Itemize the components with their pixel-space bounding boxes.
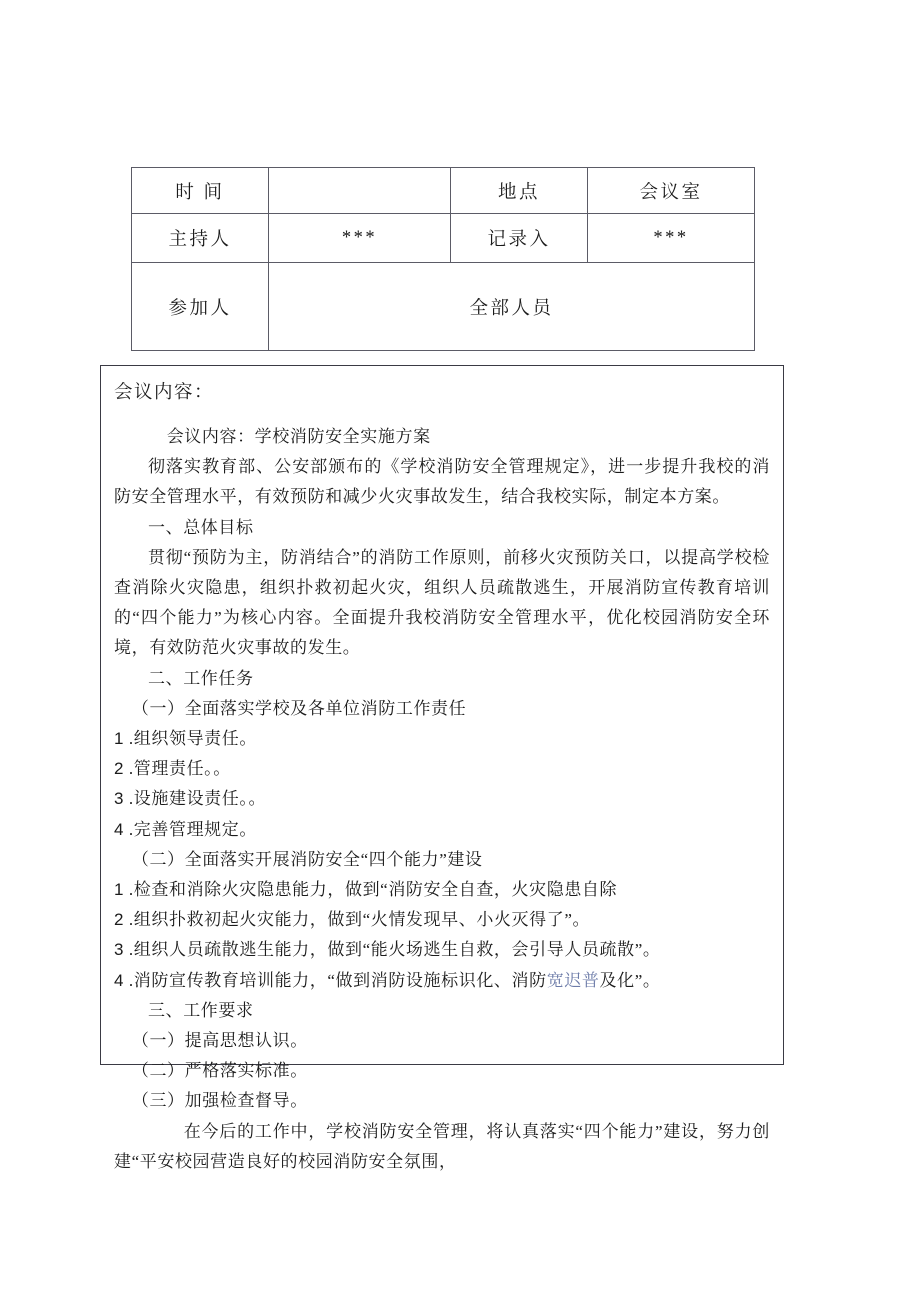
- list-item-number: 1: [114, 729, 125, 749]
- list-item-number: 3: [114, 940, 125, 960]
- list-item-text: .管理责任。。: [128, 759, 231, 779]
- list-item-text: .检查和消除火灾隐患能力，做到“消防安全自查，火灾隐患自除: [128, 880, 618, 900]
- subsection-1-heading: （一）全面落实学校及各单位消防工作责任: [131, 698, 467, 718]
- section-1-heading: 一、总体目标: [148, 517, 254, 537]
- cell-place-value[interactable]: 会议室: [588, 168, 755, 214]
- list-item: [114, 966, 770, 996]
- list-item: [114, 754, 770, 784]
- closing-paragraph: 在今后的工作中，学校消防安全管理，将认真落实“四个能力”建设，努力创建“平安校园营造良好的校园消防安全氛围，: [114, 1121, 770, 1171]
- section-3-item: （三）加强检查督导。: [131, 1091, 308, 1111]
- list-item-text: .组织扑救初起火灾能力，做到“火情发现早、小火灭得了”。: [128, 910, 591, 930]
- cell-time-label: 时 间: [132, 168, 269, 214]
- list-item-text-tail: 及化”。: [599, 970, 661, 990]
- list-item-number: 4: [114, 819, 125, 839]
- cell-recorder-label: 记录入: [451, 214, 588, 263]
- list-item-text: .组织领导责任。: [128, 729, 257, 749]
- table-row: [132, 214, 755, 263]
- list-item: [114, 935, 770, 965]
- content-box-title: 会议内容：: [114, 383, 215, 403]
- section-1-paragraph: 贯彻“预防为主，防消结合”的消防工作原则，前移火灾预防关口，以提高学校检查消除火灾隐患，组织扑救初起火灾，组织人员疏散逃生，开展消防宣传教育培训的“四个能力”为核心内容。全面提升我校消防安全管理水平，优化校园消防安全环境，有效防范火灾事故的发生。: [114, 547, 770, 658]
- list-item: [114, 784, 770, 814]
- table-row: [132, 263, 755, 351]
- cell-participants-value[interactable]: 全部人员: [269, 263, 755, 351]
- meeting-content-body: [114, 422, 770, 1177]
- section-3-item: （二）严格落实标准。: [131, 1061, 308, 1081]
- list-item: [114, 905, 770, 935]
- section-2-heading: 二、工作任务: [148, 668, 254, 688]
- section-3-heading: 三、工作要求: [148, 1000, 254, 1020]
- list-item: [114, 815, 770, 845]
- list-item-number: 2: [114, 910, 125, 930]
- highlighted-text: 宽迟普: [546, 970, 600, 990]
- cell-host-label: 主持人: [132, 214, 269, 263]
- list-item-text: .设施建设责任。。: [128, 789, 267, 809]
- list-item-number: 4: [114, 970, 125, 990]
- cell-time-value[interactable]: [269, 168, 451, 214]
- list-item: [114, 724, 770, 754]
- list-item-number: 3: [114, 789, 125, 809]
- list-item-number: 1: [114, 880, 125, 900]
- list-item-text: .完善管理规定。: [128, 819, 257, 839]
- list-item-text: .消防宣传教育培训能力，“做到消防设施标识化、消防: [128, 970, 547, 990]
- list-item-text: .组织人员疏散逃生能力，做到“能火场逃生自救，会引导人员疏散”。: [128, 940, 661, 960]
- cell-place-label: 地点: [451, 168, 588, 214]
- list-item: [114, 875, 770, 905]
- meeting-info-table: [131, 167, 755, 351]
- content-heading-line: 会议内容：学校消防安全实施方案: [166, 427, 431, 446]
- subsection-2-heading: （二）全面落实开展消防安全“四个能力”建设: [131, 849, 483, 869]
- table-row: [132, 168, 755, 214]
- cell-recorder-value[interactable]: ***: [588, 214, 755, 263]
- cell-participants-label: 参加人: [132, 263, 269, 351]
- intro-paragraph: 彻落实教育部、公安部颁布的《学校消防安全管理规定》，进一步提升我校的消防安全管理水平，有效预防和减少火灾事故发生，结合我校实际，制定本方案。: [114, 457, 770, 507]
- section-3-item: （一）提高思想认识。: [131, 1031, 308, 1051]
- cell-host-value[interactable]: ***: [269, 214, 451, 263]
- list-item-number: 2: [114, 759, 125, 779]
- meeting-content-box: [100, 365, 784, 1171]
